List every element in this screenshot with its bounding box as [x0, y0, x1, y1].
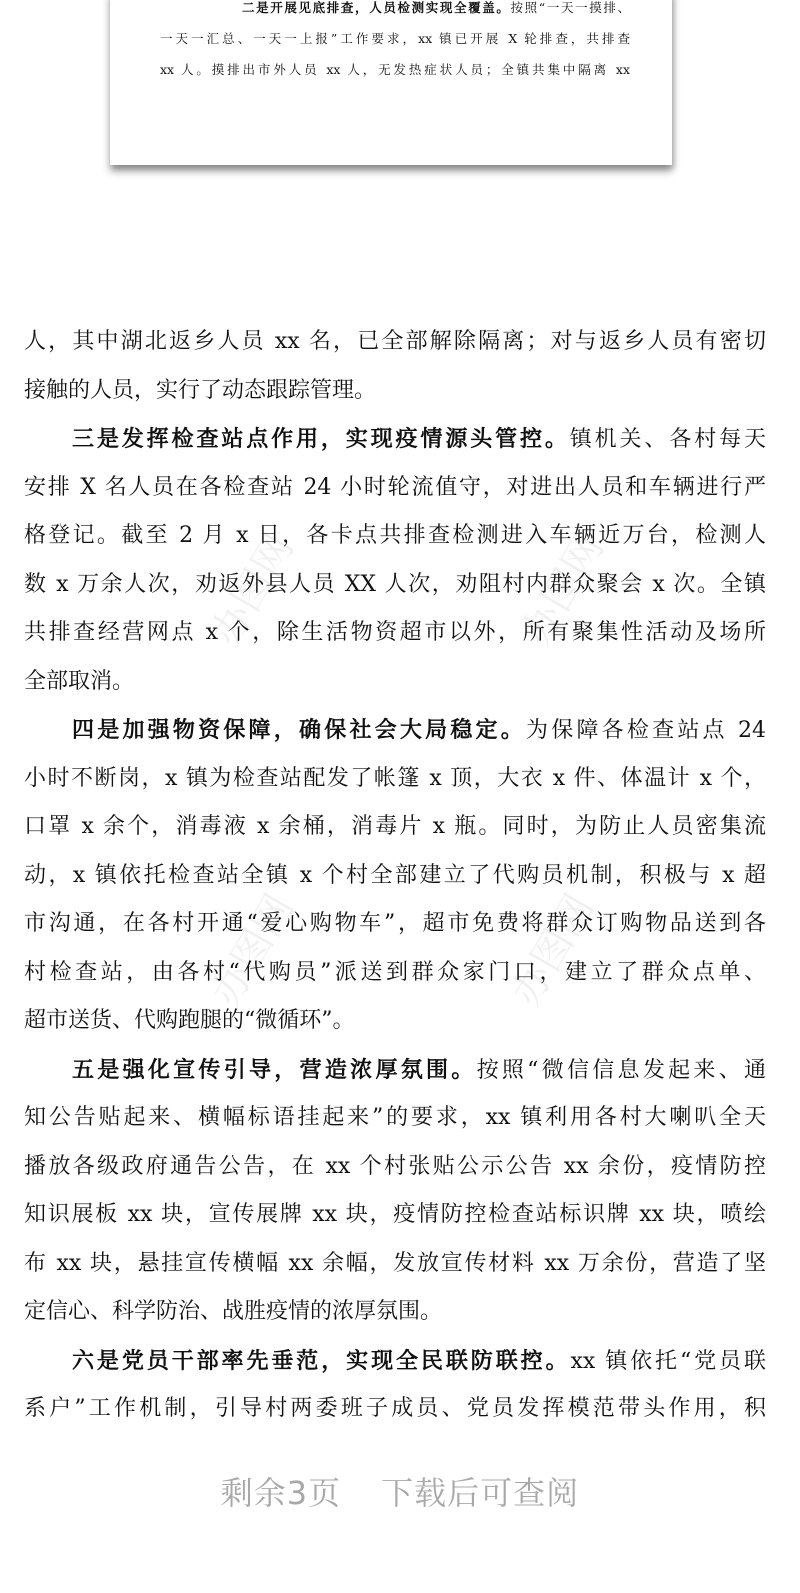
- text-line: [24, 953, 766, 1002]
- card-line-3: xx 人。摸排出市外人员 xx 人，无发热症状人员；全镇共集中隔离 xx: [160, 62, 630, 77]
- text-line: [24, 807, 766, 856]
- line-text: 动，x 镇依托检查站全镇 x 个村全部建立了代购员机制，积极与 x 超: [24, 862, 766, 888]
- download-to-view-label[interactable]: 下载后可查阅: [381, 1474, 580, 1512]
- text-line: [24, 1341, 766, 1390]
- paragraph-lead-bold: 三是发挥检查站点作用，实现疫情源头管控。: [72, 426, 570, 452]
- text-line: [24, 662, 766, 711]
- card-line-1: [242, 0, 630, 16]
- card-line-2: 一天一汇总、一天一上报”工作要求，xx 镇已开展 X 轮排查，共排查: [160, 31, 630, 46]
- paragraph-lead-bold: 五是强化宣传引导，营造浓厚氛围。: [72, 1056, 477, 1083]
- line-text: 接触的人员，实行了动态跟踪管理。: [24, 377, 377, 403]
- line-text: 全部取消。: [24, 668, 135, 694]
- text-line: [24, 1050, 766, 1099]
- text-line: [24, 371, 766, 420]
- text-line: [24, 1001, 766, 1050]
- watermark: 办图网: [203, 526, 303, 654]
- line-text: xx 镇依托“党员联: [570, 1348, 766, 1374]
- preview-page-card: [110, 0, 672, 165]
- line-text: 播放各级政府通告公告，在 xx 个村张贴公示公告 xx 余份，疫情防控: [24, 1153, 766, 1179]
- text-line: [24, 710, 766, 759]
- paragraph: [24, 710, 766, 1050]
- text-line: [24, 1098, 766, 1147]
- line-text: 按照“微信信息发起来、通: [476, 1057, 766, 1083]
- text-line: [24, 1244, 766, 1293]
- line-text: 布 xx 块，悬挂宣传横幅 xx 余幅，发放宣传材料 xx 万余份，营造了坚: [24, 1250, 766, 1276]
- paragraph: [24, 322, 766, 419]
- text-line: [24, 1389, 766, 1438]
- watermark: 办图网: [503, 886, 603, 1014]
- text-line: [24, 516, 766, 565]
- download-prompt[interactable]: [0, 1468, 800, 1514]
- line-text: 镇机关、各村每天: [569, 427, 766, 452]
- text-line: [24, 565, 766, 614]
- document-body: [24, 322, 766, 1438]
- line-text: 共排查经营网点 x 个，除生活物资超市以外，所有聚集性活动及场所: [24, 620, 766, 645]
- paragraph: [24, 1050, 766, 1341]
- line-text: 安排 X 名人员在各检查站 24 小时轮流值守，对进出人员和车辆进行严: [24, 474, 766, 500]
- text-line: [24, 1292, 766, 1341]
- line-text: 知识展板 xx 块，宣传展牌 xx 块，疫情防控检查站标识牌 xx 块，喷绘: [24, 1202, 766, 1227]
- text-line: [24, 322, 766, 371]
- text-line: [24, 1147, 766, 1196]
- text-line: [24, 613, 766, 662]
- watermark: 办图网: [203, 886, 303, 1014]
- line-text: 为保障各检查站点 24: [526, 718, 766, 743]
- line-text: 人，其中湖北返乡人员 xx 名，已全部解除隔离；对与返乡人员有密切: [24, 329, 766, 354]
- line-text: 定信心、科学防治、战胜疫情的浓厚氛围。: [24, 1299, 443, 1324]
- line-text: 系户”工作机制，引导村两委班子成员、党员发挥模范带头作用，积: [24, 1396, 766, 1421]
- line-text: 口罩 x 余个，消毒液 x 余桶，消毒片 x 瓶。同时，为防止人员密集流: [24, 814, 766, 839]
- text-line: [24, 759, 766, 808]
- card-line-1-text: 按照“一天一摸排、: [510, 0, 630, 15]
- text-line: [24, 904, 766, 953]
- paragraph: [24, 1341, 766, 1438]
- paragraph-lead-bold: 六是党员干部率先垂范，实现全民联防联控。: [72, 1347, 571, 1374]
- line-text: 超市送货、代购跑腿的“微循环”。: [24, 1008, 355, 1033]
- line-text: 格登记。截至 2 月 x 日，各卡点共排查检测进入车辆近万台，检测人: [24, 523, 766, 548]
- paragraph: [24, 419, 766, 710]
- text-line: [24, 468, 766, 517]
- watermark: 办图网: [513, 526, 613, 654]
- line-text: 小时不断岗，x 镇为检查站配发了帐篷 x 顶，大衣 x 件、体温计 x 个，: [24, 765, 766, 791]
- text-line: [24, 419, 766, 468]
- text-line: [24, 856, 766, 905]
- paragraph-lead-bold: 四是加强物资保障，确保社会大局稳定。: [72, 717, 526, 743]
- line-text: 知公告贴起来、横幅标语挂起来”的要求，xx 镇利用各村大喇叭全天: [24, 1105, 766, 1130]
- line-text: 数 x 万余人次，劝返外县人员 XX 人次，劝阻村内群众聚会 x 次。全镇: [24, 571, 766, 597]
- remaining-pages-label: 剩余3页: [220, 1474, 342, 1512]
- line-text: 村检查站，由各村“代购员”派送到群众家门口，建立了群众点单、: [24, 959, 766, 985]
- card-bold-lead: 二是开展见底排查，人员检测实现全覆盖。: [242, 0, 511, 15]
- text-line: [24, 1195, 766, 1244]
- line-text: 市沟通，在各村开通“爱心购物车”，超市免费将群众订购物品送到各: [24, 911, 766, 936]
